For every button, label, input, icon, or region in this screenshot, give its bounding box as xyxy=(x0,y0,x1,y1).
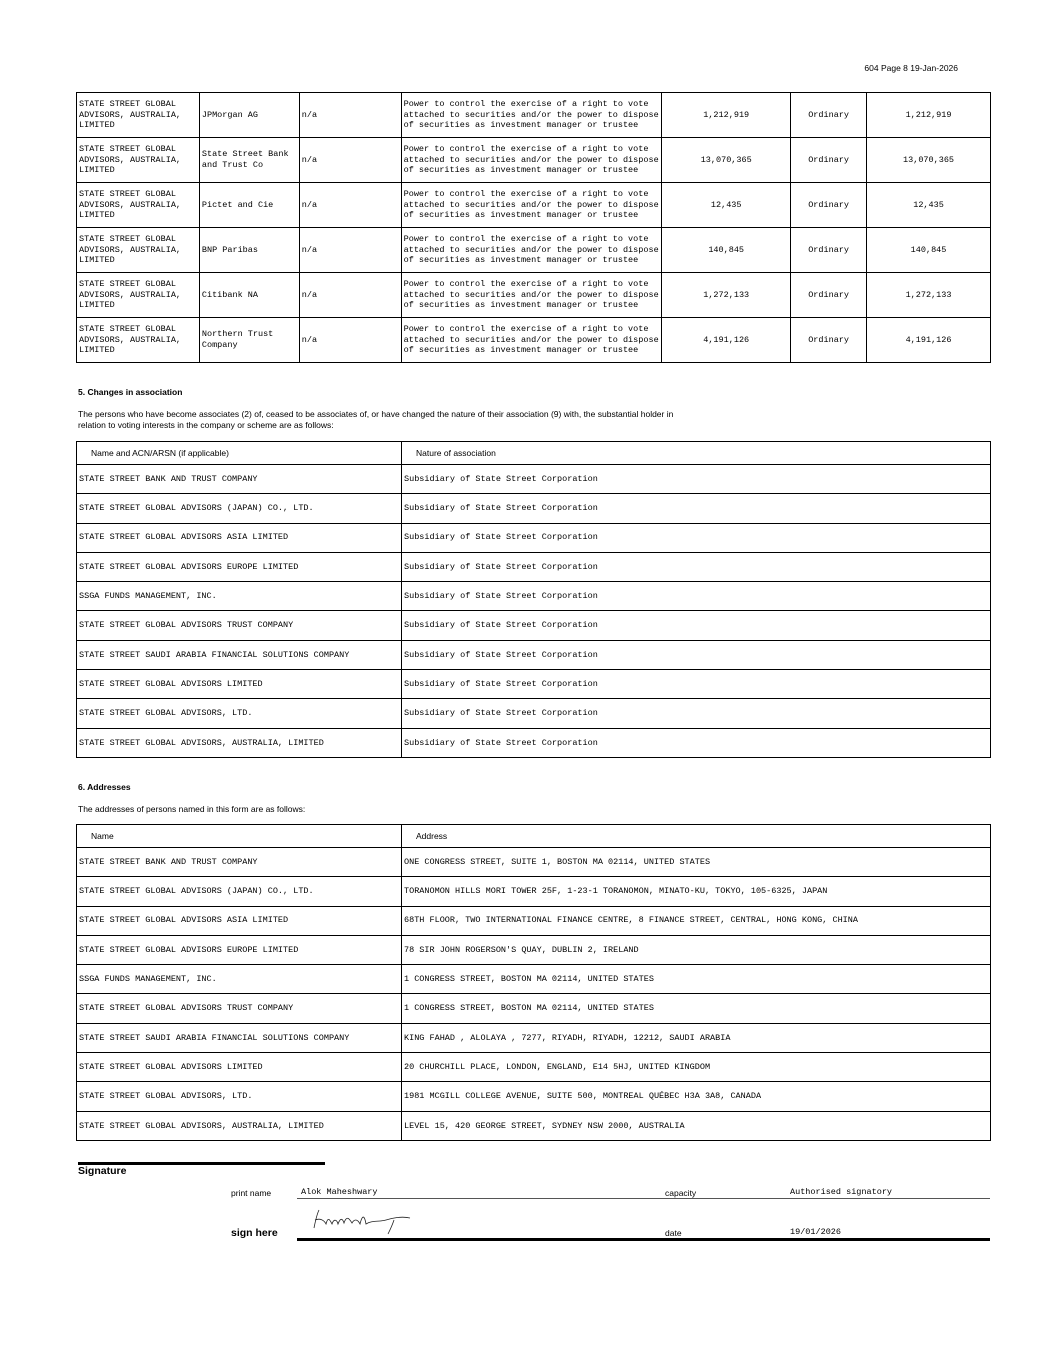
value-cell: Subsidiary of State Street Corporation xyxy=(402,465,991,494)
holding-nature-cell: Power to control the exercise of a right to vote attached to securities and/or the power to dispose of securities as investment manager or trustee xyxy=(401,93,662,138)
date-label: date xyxy=(665,1228,682,1238)
holding-votes-cell: 12,435 xyxy=(867,183,991,228)
holding-votes-cell: 4,191,126 xyxy=(867,318,991,363)
value-cell: 78 SIR JOHN ROGERSON'S QUAY, DUBLIN 2, IRELAND xyxy=(402,935,991,964)
value-cell: Subsidiary of State Street Corporation xyxy=(402,582,991,611)
page-reference: 604 Page 8 19-Jan-2026 xyxy=(864,63,958,73)
name-cell: SSGA FUNDS MANAGEMENT, INC. xyxy=(77,965,402,994)
table-row xyxy=(77,1111,991,1140)
print-name-rule xyxy=(297,1198,990,1199)
holding-registered-cell: Northern Trust Company xyxy=(199,318,299,363)
name-cell: STATE STREET GLOBAL ADVISORS, AUSTRALIA, LIMITED xyxy=(77,728,402,757)
capacity-value: Authorised signatory xyxy=(790,1187,893,1197)
value-cell: Subsidiary of State Street Corporation xyxy=(402,494,991,523)
holding-nature-cell: Power to control the exercise of a right to vote attached to securities and/or the power to dispose of securities as investment manager or trustee xyxy=(401,228,662,273)
table-row xyxy=(77,494,991,523)
name-cell: STATE STREET GLOBAL ADVISORS EUROPE LIMITED xyxy=(77,935,402,964)
value-cell: ONE CONGRESS STREET, SUITE 1, BOSTON MA 02114, UNITED STATES xyxy=(402,848,991,877)
holding-entitled-cell: n/a xyxy=(299,273,401,318)
holding-holder-cell: STATE STREET GLOBAL ADVISORS, AUSTRALIA, LIMITED xyxy=(77,138,200,183)
section-5-title: 5. Changes in association xyxy=(78,387,183,397)
name-cell: STATE STREET GLOBAL ADVISORS TRUST COMPANY xyxy=(77,611,402,640)
holding-entitled-cell: n/a xyxy=(299,138,401,183)
holding-row xyxy=(77,93,991,138)
holding-registered-cell: BNP Paribas xyxy=(199,228,299,273)
holdings-table xyxy=(76,92,991,363)
print-name-label: print name xyxy=(231,1188,272,1198)
value-cell: 1 CONGRESS STREET, BOSTON MA 02114, UNITED STATES xyxy=(402,965,991,994)
name-cell: STATE STREET SAUDI ARABIA FINANCIAL SOLUTIONS COMPANY xyxy=(77,1023,402,1052)
section-6-title: 6. Addresses xyxy=(78,782,131,792)
value-cell: Subsidiary of State Street Corporation xyxy=(402,699,991,728)
section-6-intro: The addresses of persons named in this form are as follows: xyxy=(78,804,306,814)
holding-row xyxy=(77,183,991,228)
name-cell: STATE STREET GLOBAL ADVISORS LIMITED xyxy=(77,1053,402,1082)
value-cell: 1 CONGRESS STREET, BOSTON MA 02114, UNITED STATES xyxy=(402,994,991,1023)
table-row xyxy=(77,965,991,994)
value-cell: 1981 MCGILL COLLEGE AVENUE, SUITE 500, MONTREAL QUÉBEC H3A 3A8, CANADA xyxy=(402,1082,991,1111)
holding-nature-cell: Power to control the exercise of a right to vote attached to securities and/or the power to dispose of securities as investment manager or trustee xyxy=(401,318,662,363)
holding-consideration-cell: 13,070,365 xyxy=(662,138,791,183)
holding-holder-cell: STATE STREET GLOBAL ADVISORS, AUSTRALIA, LIMITED xyxy=(77,228,200,273)
holding-nature-cell: Power to control the exercise of a right to vote attached to securities and/or the power to dispose of securities as investment manager or trustee xyxy=(401,183,662,228)
holding-entitled-cell: n/a xyxy=(299,93,401,138)
table-row xyxy=(77,640,991,669)
table-row xyxy=(77,994,991,1023)
value-cell: Subsidiary of State Street Corporation xyxy=(402,523,991,552)
column-header: Address xyxy=(402,825,991,848)
name-cell: STATE STREET GLOBAL ADVISORS, AUSTRALIA, LIMITED xyxy=(77,1111,402,1140)
holding-row xyxy=(77,138,991,183)
table-header-row xyxy=(77,442,991,465)
date-value: 19/01/2026 xyxy=(790,1227,842,1237)
sign-here-rule xyxy=(297,1238,990,1241)
column-header: Nature of association xyxy=(402,442,991,465)
table-row xyxy=(77,728,991,757)
table-header-row xyxy=(77,825,991,848)
table-row xyxy=(77,523,991,552)
addresses-table xyxy=(76,824,991,1141)
value-cell: Subsidiary of State Street Corporation xyxy=(402,670,991,699)
table-row xyxy=(77,1082,991,1111)
value-cell: Subsidiary of State Street Corporation xyxy=(402,611,991,640)
name-cell: STATE STREET GLOBAL ADVISORS ASIA LIMITED xyxy=(77,906,402,935)
holding-registered-cell: State Street Bank and Trust Co xyxy=(199,138,299,183)
holding-holder-cell: STATE STREET GLOBAL ADVISORS, AUSTRALIA, LIMITED xyxy=(77,93,200,138)
holding-consideration-cell: 4,191,126 xyxy=(662,318,791,363)
holding-votes-cell: 1,212,919 xyxy=(867,93,991,138)
name-cell: STATE STREET GLOBAL ADVISORS TRUST COMPANY xyxy=(77,994,402,1023)
name-cell: STATE STREET GLOBAL ADVISORS, LTD. xyxy=(77,699,402,728)
name-cell: STATE STREET GLOBAL ADVISORS LIMITED xyxy=(77,670,402,699)
table-row xyxy=(77,611,991,640)
capacity-label: capacity xyxy=(665,1188,697,1198)
holding-holder-cell: STATE STREET GLOBAL ADVISORS, AUSTRALIA, LIMITED xyxy=(77,183,200,228)
holding-holder-cell: STATE STREET GLOBAL ADVISORS, AUSTRALIA, LIMITED xyxy=(77,318,200,363)
holding-class-cell: Ordinary xyxy=(791,183,867,228)
holding-holder-cell: STATE STREET GLOBAL ADVISORS, AUSTRALIA, LIMITED xyxy=(77,273,200,318)
holding-votes-cell: 13,070,365 xyxy=(867,138,991,183)
table-row xyxy=(77,1023,991,1052)
holding-consideration-cell: 1,212,919 xyxy=(662,93,791,138)
column-header: Name xyxy=(77,825,402,848)
table-row xyxy=(77,582,991,611)
associations-table xyxy=(76,441,991,758)
holding-row xyxy=(77,318,991,363)
holding-votes-cell: 140,845 xyxy=(867,228,991,273)
holding-row xyxy=(77,273,991,318)
signature-title: Signature xyxy=(78,1165,127,1177)
value-cell: LEVEL 15, 420 GEORGE STREET, SYDNEY NSW 2000, AUSTRALIA xyxy=(402,1111,991,1140)
name-cell: SSGA FUNDS MANAGEMENT, INC. xyxy=(77,582,402,611)
column-header: Name and ACN/ARSN (if applicable) xyxy=(77,442,402,465)
holding-nature-cell: Power to control the exercise of a right to vote attached to securities and/or the power to dispose of securities as investment manager or trustee xyxy=(401,273,662,318)
holding-consideration-cell: 1,272,133 xyxy=(662,273,791,318)
value-cell: KING FAHAD , ALOLAYA , 7277, RIYADH, RIYADH, 12212, SAUDI ARABIA xyxy=(402,1023,991,1052)
name-cell: STATE STREET GLOBAL ADVISORS ASIA LIMITED xyxy=(77,523,402,552)
name-cell: STATE STREET GLOBAL ADVISORS EUROPE LIMITED xyxy=(77,552,402,581)
handwritten-signature xyxy=(310,1206,420,1236)
name-cell: STATE STREET GLOBAL ADVISORS, LTD. xyxy=(77,1082,402,1111)
value-cell: Subsidiary of State Street Corporation xyxy=(402,552,991,581)
print-name-value: Alok Maheshwary xyxy=(301,1187,378,1197)
holding-votes-cell: 1,272,133 xyxy=(867,273,991,318)
holding-class-cell: Ordinary xyxy=(791,138,867,183)
table-row xyxy=(77,699,991,728)
table-row xyxy=(77,848,991,877)
table-row xyxy=(77,877,991,906)
section-5-intro: The persons who have become associates (2) of, ceased to be associates of, or have changed the nature of their association (9) with, the substantial holder in relation to voting interests in the company or scheme are as follows: xyxy=(78,409,674,430)
holding-class-cell: Ordinary xyxy=(791,318,867,363)
holding-nature-cell: Power to control the exercise of a right to vote attached to securities and/or the power to dispose of securities as investment manager or trustee xyxy=(401,138,662,183)
value-cell: Subsidiary of State Street Corporation xyxy=(402,728,991,757)
name-cell: STATE STREET SAUDI ARABIA FINANCIAL SOLUTIONS COMPANY xyxy=(77,640,402,669)
holding-entitled-cell: n/a xyxy=(299,183,401,228)
table-row xyxy=(77,465,991,494)
holding-row xyxy=(77,228,991,273)
table-row xyxy=(77,1053,991,1082)
holding-class-cell: Ordinary xyxy=(791,273,867,318)
name-cell: STATE STREET GLOBAL ADVISORS (JAPAN) CO., LTD. xyxy=(77,494,402,523)
value-cell: Subsidiary of State Street Corporation xyxy=(402,640,991,669)
holding-consideration-cell: 140,845 xyxy=(662,228,791,273)
holding-registered-cell: Pictet and Cie xyxy=(199,183,299,228)
value-cell: TORANOMON HILLS MORI TOWER 25F, 1-23-1 TORANOMON, MINATO-KU, TOKYO, 105-6325, JAPAN xyxy=(402,877,991,906)
holding-registered-cell: JPMorgan AG xyxy=(199,93,299,138)
table-row xyxy=(77,906,991,935)
holding-consideration-cell: 12,435 xyxy=(662,183,791,228)
sign-here-label: sign here xyxy=(231,1227,278,1239)
value-cell: 20 CHURCHILL PLACE, LONDON, ENGLAND, E14 5HJ, UNITED KINGDOM xyxy=(402,1053,991,1082)
holding-entitled-cell: n/a xyxy=(299,228,401,273)
table-row xyxy=(77,935,991,964)
name-cell: STATE STREET GLOBAL ADVISORS (JAPAN) CO., LTD. xyxy=(77,877,402,906)
name-cell: STATE STREET BANK AND TRUST COMPANY xyxy=(77,848,402,877)
holding-class-cell: Ordinary xyxy=(791,228,867,273)
table-row xyxy=(77,670,991,699)
holding-entitled-cell: n/a xyxy=(299,318,401,363)
value-cell: 68TH FLOOR, TWO INTERNATIONAL FINANCE CENTRE, 8 FINANCE STREET, CENTRAL, HONG KONG, CHINA xyxy=(402,906,991,935)
holding-registered-cell: Citibank NA xyxy=(199,273,299,318)
holding-class-cell: Ordinary xyxy=(791,93,867,138)
name-cell: STATE STREET BANK AND TRUST COMPANY xyxy=(77,465,402,494)
table-row xyxy=(77,552,991,581)
